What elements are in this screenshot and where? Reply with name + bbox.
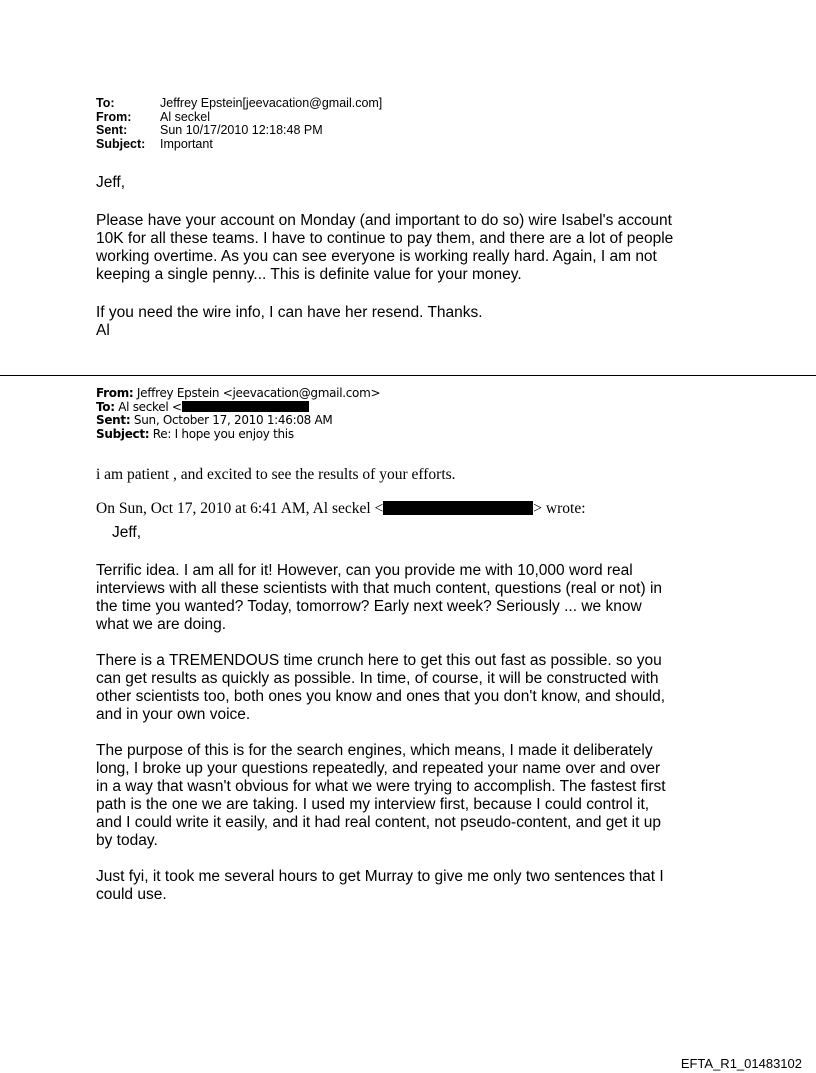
redaction-bar — [383, 501, 533, 515]
text-line: working overtime. As you can see everyone is working really hard. Again, I am not — [96, 248, 657, 265]
email1-greeting: Jeff, — [96, 174, 126, 191]
redaction-bar — [182, 401, 309, 412]
text-line: and I could write it easily, and it had real content, not pseudo-content, and get it up — [96, 814, 661, 831]
email2-header — [96, 387, 380, 441]
header-row-sent — [96, 414, 380, 428]
quoted-paragraph — [96, 742, 716, 850]
text-line: keeping a single penny... This is definite value for your money. — [96, 266, 522, 283]
email1-header — [96, 97, 382, 151]
text-line: could use. — [96, 886, 167, 903]
header-row-from — [96, 387, 380, 401]
text-line: and in your own voice. — [96, 706, 251, 723]
text-line: the time you wanted? Today, tomorrow? Early next week? Seriously ... we know — [96, 598, 642, 615]
reply-text: i am patient , and excited to see the results of your efforts. — [96, 466, 456, 483]
header-label: From: — [96, 109, 132, 124]
header-label: Subject: — [96, 136, 146, 151]
quoted-message — [96, 524, 716, 922]
quote-intro-text: > wrote: — [533, 500, 586, 517]
header-value: Re: I hope you enjoy this — [152, 426, 294, 441]
email1-body — [96, 174, 716, 340]
text-line: Al — [96, 322, 110, 339]
text-line: interviews with all these scientists with that much content, questions (real or not) in — [96, 580, 663, 597]
text-line: Please have your account on Monday (and important to do so) wire Isabel's account — [96, 212, 672, 229]
text-line: Just fyi, it took me several hours to get Murray to give me only two sentences that I — [96, 868, 664, 885]
header-label: Sent: — [96, 413, 131, 427]
header-label: To: — [96, 96, 115, 110]
header-row-to — [96, 401, 380, 415]
text-line: long, I broke up your questions repeatedly, and repeated your name over and over — [96, 760, 661, 777]
header-label: Sent: — [96, 123, 128, 137]
header-value: Important — [160, 136, 213, 151]
text-line: Terrific idea. I am all for it! However, can you provide me with 10,000 word real — [96, 562, 633, 579]
header-value: Al seckel — [160, 109, 211, 124]
quote-intro-text: On Sun, Oct 17, 2010 at 6:41 AM, Al seckel < — [96, 500, 384, 517]
header-row-subject — [96, 428, 380, 442]
header-label: Subject: — [96, 426, 150, 441]
header-value: Jeffrey Epstein <jeevacation@gmail.com> — [136, 386, 381, 400]
text-line: path is the one we are taking. I used my interview first, because I could control it, — [96, 796, 650, 813]
quote-intro — [96, 500, 586, 518]
text-line: If you need the wire info, I can have her resend. Thanks. — [96, 304, 483, 321]
header-value: Jeffrey Epstein[jeevacation@gmail.com] — [160, 96, 383, 110]
text-line: what we are doing. — [96, 616, 227, 633]
header-row-sent — [96, 124, 382, 138]
header-value: Al seckel < — [118, 399, 182, 414]
text-line: 10K for all these teams. I have to continue to pay them, and there are a lot of people — [96, 230, 674, 247]
quoted-paragraph — [96, 868, 716, 904]
header-row-from — [96, 111, 382, 125]
email1-paragraph — [96, 304, 716, 340]
quoted-greeting: Jeff, — [112, 524, 142, 541]
header-row-subject — [96, 138, 382, 152]
header-row-to — [96, 97, 382, 111]
quoted-paragraph — [96, 652, 716, 724]
text-line: other scientists too, both ones you know and ones that you don't know, and should, — [96, 688, 666, 705]
text-line: can get results as quickly as possible. In time, of course, it will be constructed with — [96, 670, 659, 687]
quoted-paragraph — [96, 562, 716, 634]
header-value: Sun, October 17, 2010 1:46:08 AM — [133, 413, 333, 427]
text-line: There is a TREMENDOUS time crunch here to get this out fast as possible. so you — [96, 652, 662, 669]
text-line: by today. — [96, 832, 158, 849]
email1-paragraph — [96, 212, 716, 284]
document-id: EFTA_R1_01483102 — [680, 1056, 802, 1071]
header-value: Sun 10/17/2010 12:18:48 PM — [160, 123, 323, 137]
text-line: in a way that wasn't obvious for what we were trying to accomplish. The fastest first — [96, 778, 666, 795]
text-line: The purpose of this is for the search engines, which means, I made it deliberately — [96, 742, 653, 759]
header-label: To: — [96, 399, 115, 414]
separator-line — [0, 375, 816, 376]
header-label: From: — [96, 386, 134, 400]
